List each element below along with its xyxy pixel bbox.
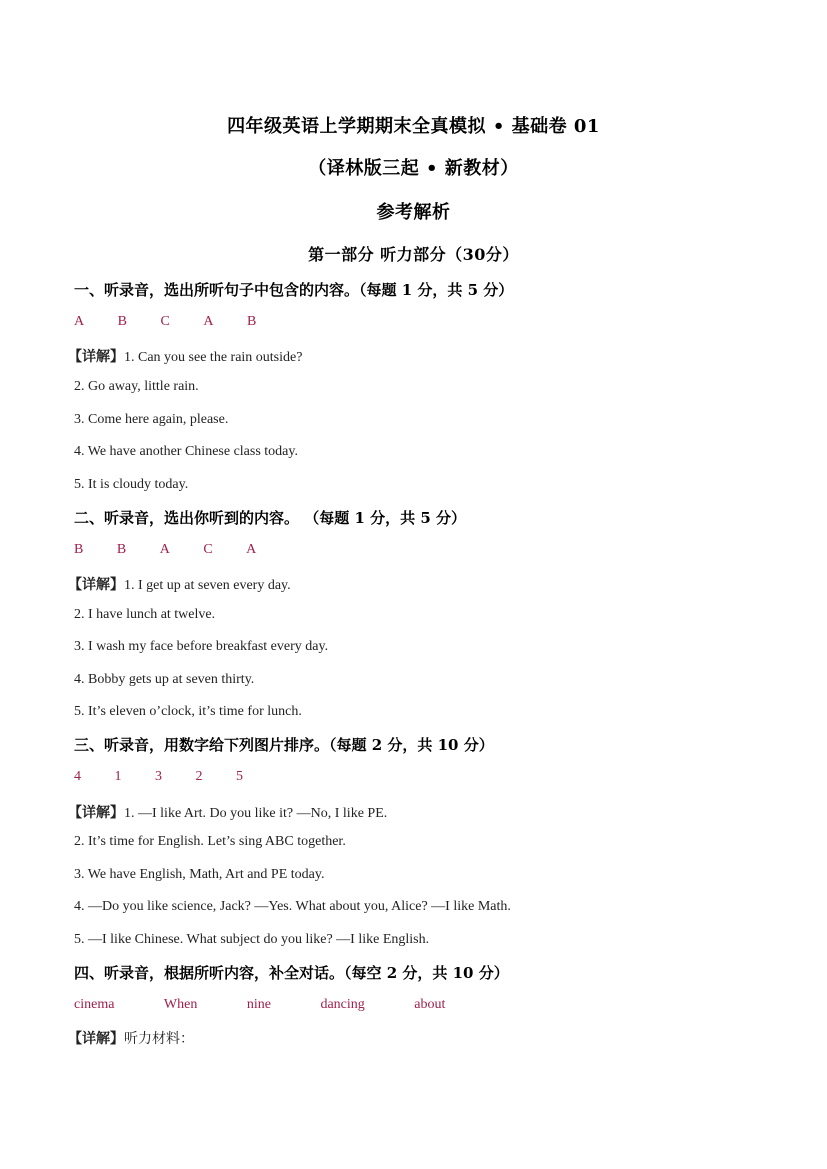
section-2-answers (74, 542, 774, 558)
answer: cinema (74, 997, 115, 1012)
detail-line: 5. It’s eleven o’clock, it’s time for lunch. (74, 704, 302, 719)
answer: B (117, 314, 127, 329)
detail-label: 【详解】 (68, 1031, 124, 1047)
section-4-heading: 四、听录音，根据所听内容，补全对话。（每空 2 分，共 10 分） (74, 964, 509, 982)
section-1-answers (74, 314, 774, 330)
detail-label: 【详解】 (68, 805, 124, 821)
answer-key-title: 参考解析 (376, 202, 451, 223)
section-1-heading: 一、听录音，选出所听句子中包含的内容。（每题 1 分，共 5 分） (74, 281, 514, 299)
detail-line: 2. Go away, little rain. (74, 379, 199, 394)
answer: A (159, 542, 170, 557)
answer: B (116, 542, 127, 557)
answer: 5 (236, 769, 243, 784)
answer: B (74, 542, 84, 557)
document-title: 四年级英语上学期期末全真模拟 • 基础卷 01 (227, 116, 600, 137)
answer: A (74, 314, 85, 329)
section-3-answers (74, 769, 774, 785)
detail-line: 【详解】1. I get up at seven every day. (68, 577, 291, 593)
answer: C (203, 542, 213, 557)
detail-line: 3. Come here again, please. (74, 412, 229, 427)
answer: dancing (320, 997, 365, 1012)
answer: about (414, 997, 446, 1012)
detail-line: 4. Bobby gets up at seven thirty. (74, 672, 255, 687)
detail-line: 3. We have English, Math, Art and PE today. (74, 867, 325, 882)
answer: 4 (74, 769, 81, 784)
answer: A (246, 542, 257, 557)
answer: C (160, 314, 170, 329)
part-title: 第一部分 听力部分（30分） (308, 245, 519, 264)
section-3-heading: 三、听录音，用数字给下列图片排序。（每题 2 分，共 10 分） (74, 736, 494, 754)
section-4-answers (74, 997, 774, 1013)
detail-line: 【详解】听力材料： (68, 1031, 194, 1047)
answer: B (246, 314, 257, 329)
detail-label: 【详解】 (68, 577, 124, 593)
detail-label: 【详解】 (68, 349, 124, 365)
detail-line: 5. It is cloudy today. (74, 477, 189, 492)
answer: 3 (155, 769, 162, 784)
detail-line: 2. I have lunch at twelve. (74, 607, 216, 622)
detail-line: 2. It’s time for English. Let’s sing ABC together. (74, 834, 346, 849)
detail-line: 5. —I like Chinese. What subject do you like? —I like English. (74, 932, 430, 947)
answer: When (163, 997, 198, 1012)
detail-line: 4. —Do you like science, Jack? —Yes. What about you, Alice? —I like Math. (74, 899, 511, 914)
document-subtitle: （译林版三起 • 新教材） (308, 158, 519, 179)
detail-line: 【详解】1. —I like Art. Do you like it? —No, I like PE. (68, 805, 388, 821)
answer: 1 (114, 769, 122, 784)
detail-line: 【详解】1. Can you see the rain outside? (68, 349, 303, 365)
answer: 2 (195, 769, 203, 784)
answer: nine (246, 997, 271, 1012)
detail-line: 3. I wash my face before breakfast every day. (74, 639, 329, 654)
section-2-heading: 二、听录音，选出你听到的内容。 （每题 1 分，共 5 分） (74, 509, 466, 527)
answer: A (203, 314, 214, 329)
detail-line: 4. We have another Chinese class today. (74, 444, 298, 459)
